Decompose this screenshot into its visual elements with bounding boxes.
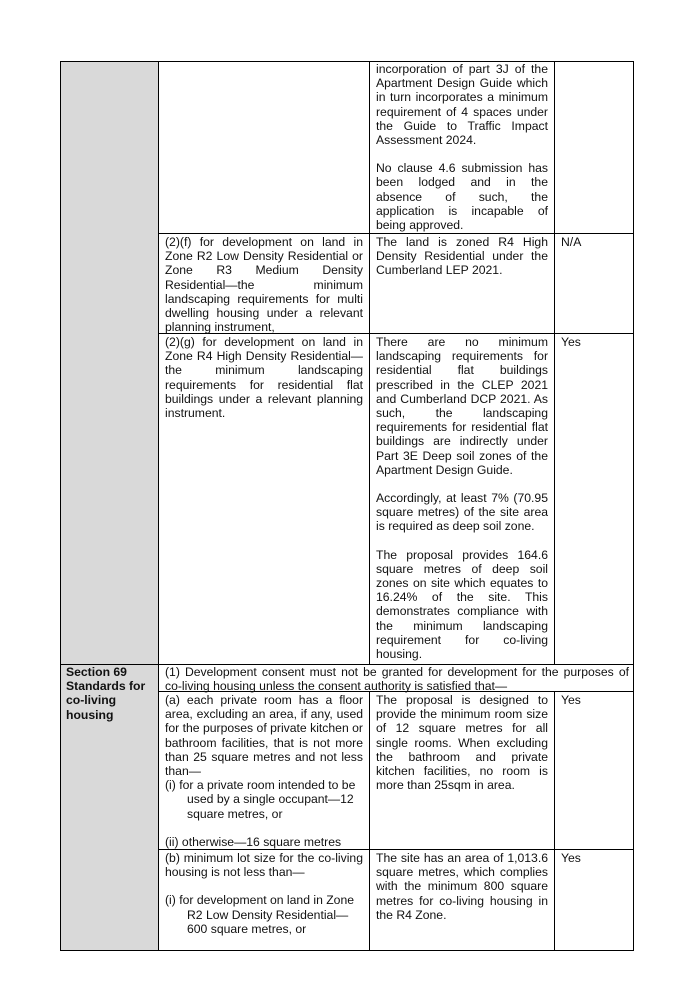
assessment-cell: The land is zoned R4 High Density Residential under the Cumberland LEP 2021.	[376, 235, 548, 278]
requirement-cell	[165, 851, 363, 936]
assessment-cell: The site has an area of 1,013.6 square metres, which complies with the minimum 800 square metres for co-living housing in the R4 Zone.	[376, 851, 548, 922]
requirement-subitem: (i) for a private room intended to be used by a single occupant—12 square metres, or	[165, 778, 356, 821]
requirement-cell	[165, 693, 363, 849]
compliance-cell: N/A	[561, 235, 582, 249]
section-column-shading	[60, 61, 158, 951]
compliance-cell: Yes	[561, 335, 581, 349]
row-divider	[158, 233, 634, 234]
assessment-paragraph: The proposal provides 164.6 square metres of deep soil zones on site which equates to 16.24% of the site. This demonstrates compliance with the minimum landscaping requirement for co-living housing.	[376, 547, 548, 662]
requirement-text: (b) minimum lot size for the co-living housing is not less than—	[165, 851, 363, 880]
section-heading: Section 69 Standards for co-living housing	[66, 665, 146, 722]
assessment-paragraph: No clause 4.6 submission has been lodged and in the absence of such, the application is incapable of being approved.	[376, 161, 548, 233]
column-divider	[554, 692, 555, 951]
assessment-cell	[376, 62, 548, 232]
assessment-cell	[376, 335, 548, 661]
assessment-paragraph: incorporation of part 3J of the Apartment Design Guide which in turn incorporates a minimum requirement of 4 spaces under the Guide to Traffic Impact Assessment 2024.	[376, 62, 548, 148]
requirement-cell: (2)(g) for development on land in Zone R4 High Density Residential—the minimum landscaping requirements for residential flat buildings under a relevant planning instrument.	[165, 335, 363, 421]
table-border-left	[60, 61, 61, 951]
compliance-cell: Yes	[561, 693, 581, 707]
requirement-text: (a) each private room has a floor area, excluding an area, if any, used for the purposes of private kitchen or bathroom facilities, that is not more than 25 square metres and not less than—	[165, 693, 363, 779]
requirement-cell: (2)(f) for development on land in Zone R2 Low Density Residential or Zone R3 Medium Density Residential—the minimum landscaping requirements for multi dwelling housing under a relevant planning instrument,	[165, 235, 363, 335]
table-border-right	[633, 61, 634, 951]
column-divider	[369, 692, 370, 951]
requirement-subitem: (ii) otherwise—16 square metres	[165, 834, 342, 849]
row-divider	[158, 849, 634, 850]
column-divider	[158, 61, 159, 951]
requirement-subitem: (i) for development on land in Zone R2 Low Density Residential—600 square metres, or	[165, 893, 355, 936]
assessment-cell: The proposal is designed to provide the minimum room size of 12 square metres for all single rooms. When excluding the bathroom and private kitchen facilities, no room is more than 25sqm in area.	[376, 693, 548, 793]
column-divider	[369, 61, 370, 665]
assessment-paragraph: Accordingly, at least 7% (70.95 square metres) of the site area is required as deep soil zone.	[376, 491, 548, 534]
compliance-cell: Yes	[561, 851, 581, 865]
table-border-bottom	[60, 950, 634, 951]
section-intro: (1) Development consent must not be granted for development for the purposes of co-living housing unless the consent authority is satisfied that—	[165, 665, 629, 694]
assessment-paragraph: There are no minimum landscaping requirements for residential flat buildings prescribed in the CLEP 2021 and Cumberland DCP 2021. As such, the landscaping requirements for residential flat buildings are indirectly under Part 3E Deep soil zones of the Apartment Design Guide.	[376, 335, 548, 477]
column-divider	[554, 61, 555, 665]
compliance-table	[60, 61, 634, 951]
